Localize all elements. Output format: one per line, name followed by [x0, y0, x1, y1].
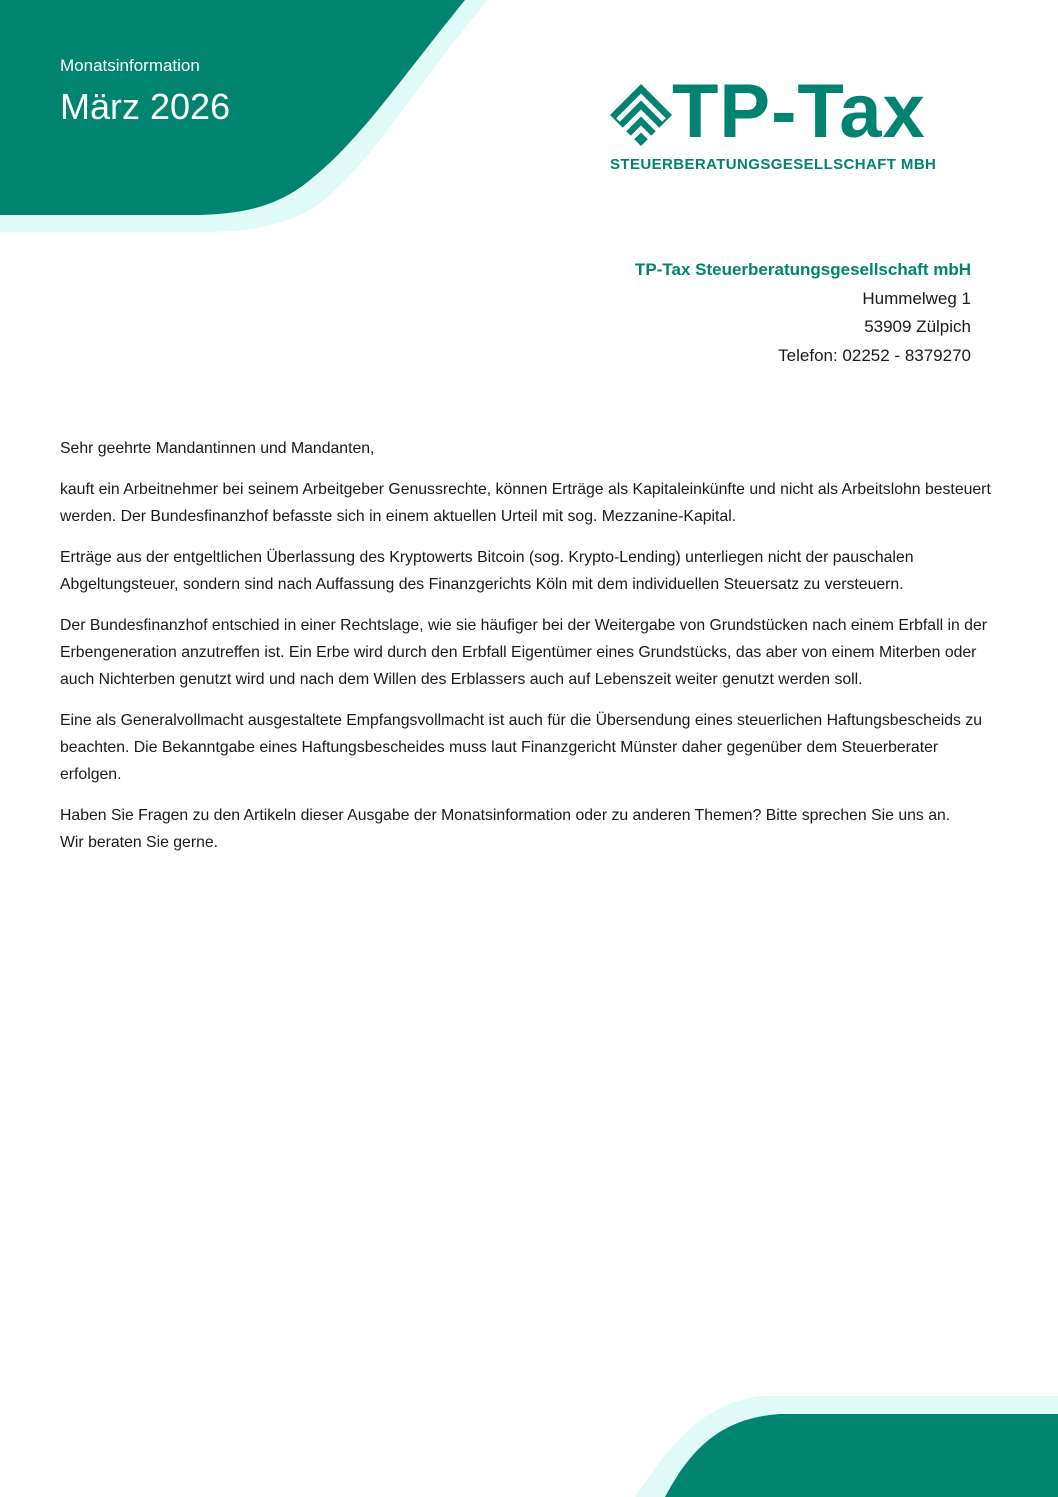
header-label: Monatsinformation: [60, 56, 200, 75]
address-city: 53909 Zülpich: [864, 317, 971, 336]
address-street: Hummelweg 1: [862, 288, 971, 308]
paragraph: Eine als Generalvollmacht ausgestaltete Empfangsvollmacht ist auch für die Übersendung eines steuerlichen Haftungsbescheids zu beachten. Die Bekanntgabe eines Haftungsbescheides muss laut Finanzgericht Münster daher gegenüber dem Steuerberater erfolgen.: [60, 712, 983, 783]
paragraph: Erträge aus der entgeltlichen Überlassung des Kryptowerts Bitcoin (sog. Krypto-Lending) unterliegen nicht der pauschalen Abgeltungsteuer, sondern sind nach Auffassung des Finanzgerichts Köln mit dem individuellen Steuersatz zu versteuern.: [60, 549, 914, 593]
paragraph: Der Bundesfinanzhof entschied in einer Rechtslage, wie sie häufiger bei der Weitergabe von Grundstücken nach einem Erbfall in der Erbengeneration anzutreffen ist. Ein Erbe wird durch den Erbfall Eigentümer eines Grundstücks, das aber von einem Miterben oder auch Nichterben genutzt wird und nach dem Willen des Erblassers auch auf Lebenszeit weiter genutzt werden soll.: [60, 617, 987, 688]
logo-wordmark: TP-Tax: [672, 69, 926, 154]
closing-line: Wir beraten Sie gerne.: [60, 834, 219, 851]
header-title: März 2026: [60, 86, 231, 127]
closing-line: Haben Sie Fragen zu den Artikeln dieser Ausgabe der Monatsinformation oder zu anderen Themen? Bitte sprechen Sie uns an.: [60, 807, 951, 824]
logo-subtitle: STEUERBERATUNGSGESELLSCHAFT MBH: [610, 156, 937, 173]
address-phone: Telefon: 02252 - 8379270: [778, 345, 971, 365]
company-name: TP-Tax Steuerberatungsgesellschaft mbH: [635, 260, 971, 279]
paragraph: kauft ein Arbeitnehmer bei seinem Arbeitgeber Genussrechte, können Erträge als Kapitaleinkünfte und nicht als Arbeitslohn besteuert werden. Der Bundesfinanzhof befasste sich in einem aktuellen Urteil mit sog. Mezzanine-Kapital.: [60, 481, 991, 525]
salutation: Sehr geehrte Mandantinnen und Mandanten,: [60, 440, 375, 457]
